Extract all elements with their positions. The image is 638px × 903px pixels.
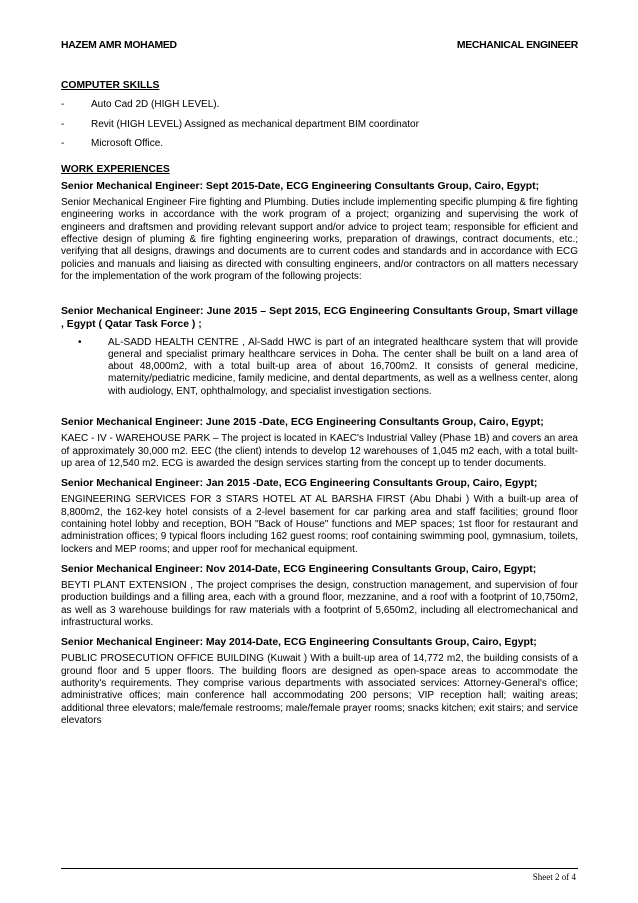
- work-experiences-section: [61, 164, 578, 728]
- job-entry: [61, 416, 578, 470]
- skill-text: Auto Cad 2D (HIGH LEVEL).: [91, 99, 220, 111]
- job-description: BEYTI PLANT EXTENSION , The project comprises the design, construction management, and supervision of four production buildings and a filling area, each with a ground floor, mezzanine, and a roof with a footprint of 10,750m2, as well as 3 warehouse buildings for raw materials with a footprint of 5,650m2, including all electromechanical and infrastructural works.: [61, 580, 578, 628]
- computer-skills-title: COMPUTER SKILLS: [61, 80, 160, 91]
- job-description: PUBLIC PROSECUTION OFFICE BUILDING (Kuwait ) With a built-up area of 14,772 m2, the building consists of a ground floor and 5 upper floors. The building floors are designed as open-space areas to accommodate the authority's requirements. They comprise various departments with associated services: Attorney-General's office; administrative offices; main conference hall accommodating 200 persons; VIP reception hall; waiting areas; additional three elevators; male/female restrooms; male/female prayer rooms; snacks kitchen; exit stairs; and service elevators: [61, 653, 578, 726]
- header-role: MECHANICAL ENGINEER: [456, 40, 578, 51]
- skill-item: [61, 119, 578, 131]
- job-entry: [61, 636, 578, 727]
- dash-bullet-icon: -: [61, 118, 65, 130]
- skill-text: Microsoft Office.: [91, 138, 164, 150]
- header-name: HAZEM AMR MOHAMED: [61, 40, 177, 51]
- page-header: [61, 40, 578, 54]
- dash-bullet-icon: -: [61, 138, 65, 150]
- computer-skills-section: [61, 80, 578, 151]
- job-description: ENGINEERING SERVICES FOR 3 STARS HOTEL AT AL BARSHA FIRST (Abu Dhabi ) With a built-up area of 8,800m2, the 162-key hotel consists of a 2-level basement for car parking area and staff facilities; ground floor containing hotel lobby and reception, BOH "Back of House" functions and MEP spaces; 1st floor for restaurant and administration offices; 9 typical floors including 162 guest rooms; roof containing swimming pool, gymnasium, toilets, lockers and MEP rooms; and upper roof for mechanical equipment.: [61, 494, 578, 555]
- job-title: Senior Mechanical Engineer: Jan 2015 -Date, ECG Engineering Consultants Group, Cairo, Egypt;: [61, 478, 538, 490]
- project-description: AL-SADD HEALTH CENTRE , Al-Sadd HWC is part of an integrated healthcare system that will provide general and specialist primary healthcare services in Doha. The center shall be built on a land area of about 48,000m2, with a total built-up area of about 16,700m2. It consists of general medicine, maternity/pediatric medicine, family medicine, and dental departments, as well as a wellness center, along with audiology, ENT, ophthalmology, and specialist investigation sections.: [108, 336, 578, 397]
- footer-divider: [61, 868, 578, 869]
- job-entry: [61, 180, 578, 283]
- skill-item: [61, 99, 578, 111]
- page-content: [61, 80, 578, 727]
- job-title: Senior Mechanical Engineer: June 2015 -Date, ECG Engineering Consultants Group, Cairo, Egypt;: [61, 417, 544, 429]
- job-entry: [61, 477, 578, 556]
- job-description: Senior Mechanical Engineer Fire fighting and Plumbing. Duties include implementing specific plumping & fire fighting engineering works in accordance with the work program of a project; organizing and supervising the work of engineers and draftsmen and providing relevant support and/or advice to project team; responsible for efficient and effective design of pluming & fire fighting engineering works, preparation of drawings, contract documents, etc.; verifying that all designs, drawings and documents are to current codes and standards and in accordance with ECG policies and manuals and liaising as directed with consulting engineers, and/or contractors on all matters necessary for the implementation of the work program of the following projects:: [61, 197, 578, 282]
- page-number: Sheet 2 of 4: [532, 872, 576, 882]
- job-description: KAEC - IV - WAREHOUSE PARK – The project is located in KAEC's Industrial Valley (Phase 1B) and covers an area of approximately 30,000 m2. EEC (the client) intends to develop 12 warehouses of 1,045 m2 each, with a total built-up area of 12,540 m2. ECG is awarded the design services starting from the concept up to tender documents.: [61, 433, 578, 469]
- job-title: Senior Mechanical Engineer: May 2014-Date, ECG Engineering Consultants Group, Cairo, Egypt;: [61, 637, 537, 649]
- job-entry: [61, 563, 578, 629]
- project-bullet: [78, 337, 578, 398]
- skill-text: Revit (HIGH LEVEL) Assigned as mechanical department BIM coordinator: [91, 118, 419, 130]
- skills-list: [61, 99, 578, 150]
- job-title: Senior Mechanical Engineer: Sept 2015-Date, ECG Engineering Consultants Group, Cairo, Egypt;: [61, 180, 540, 192]
- job-entry: [61, 305, 578, 398]
- job-title: Senior Mechanical Engineer: June 2015 – Sept 2015, ECG Engineering Consultants Group, Smart village , Egypt ( Qatar Task Force ) ;: [61, 306, 578, 331]
- bullet-dot-icon: •: [78, 336, 82, 348]
- job-title: Senior Mechanical Engineer: Nov 2014-Date, ECG Engineering Consultants Group, Cairo, Egypt;: [61, 563, 537, 575]
- dash-bullet-icon: -: [61, 99, 65, 111]
- skill-item: [61, 138, 578, 150]
- work-experiences-title: WORK EXPERIENCES: [61, 163, 170, 175]
